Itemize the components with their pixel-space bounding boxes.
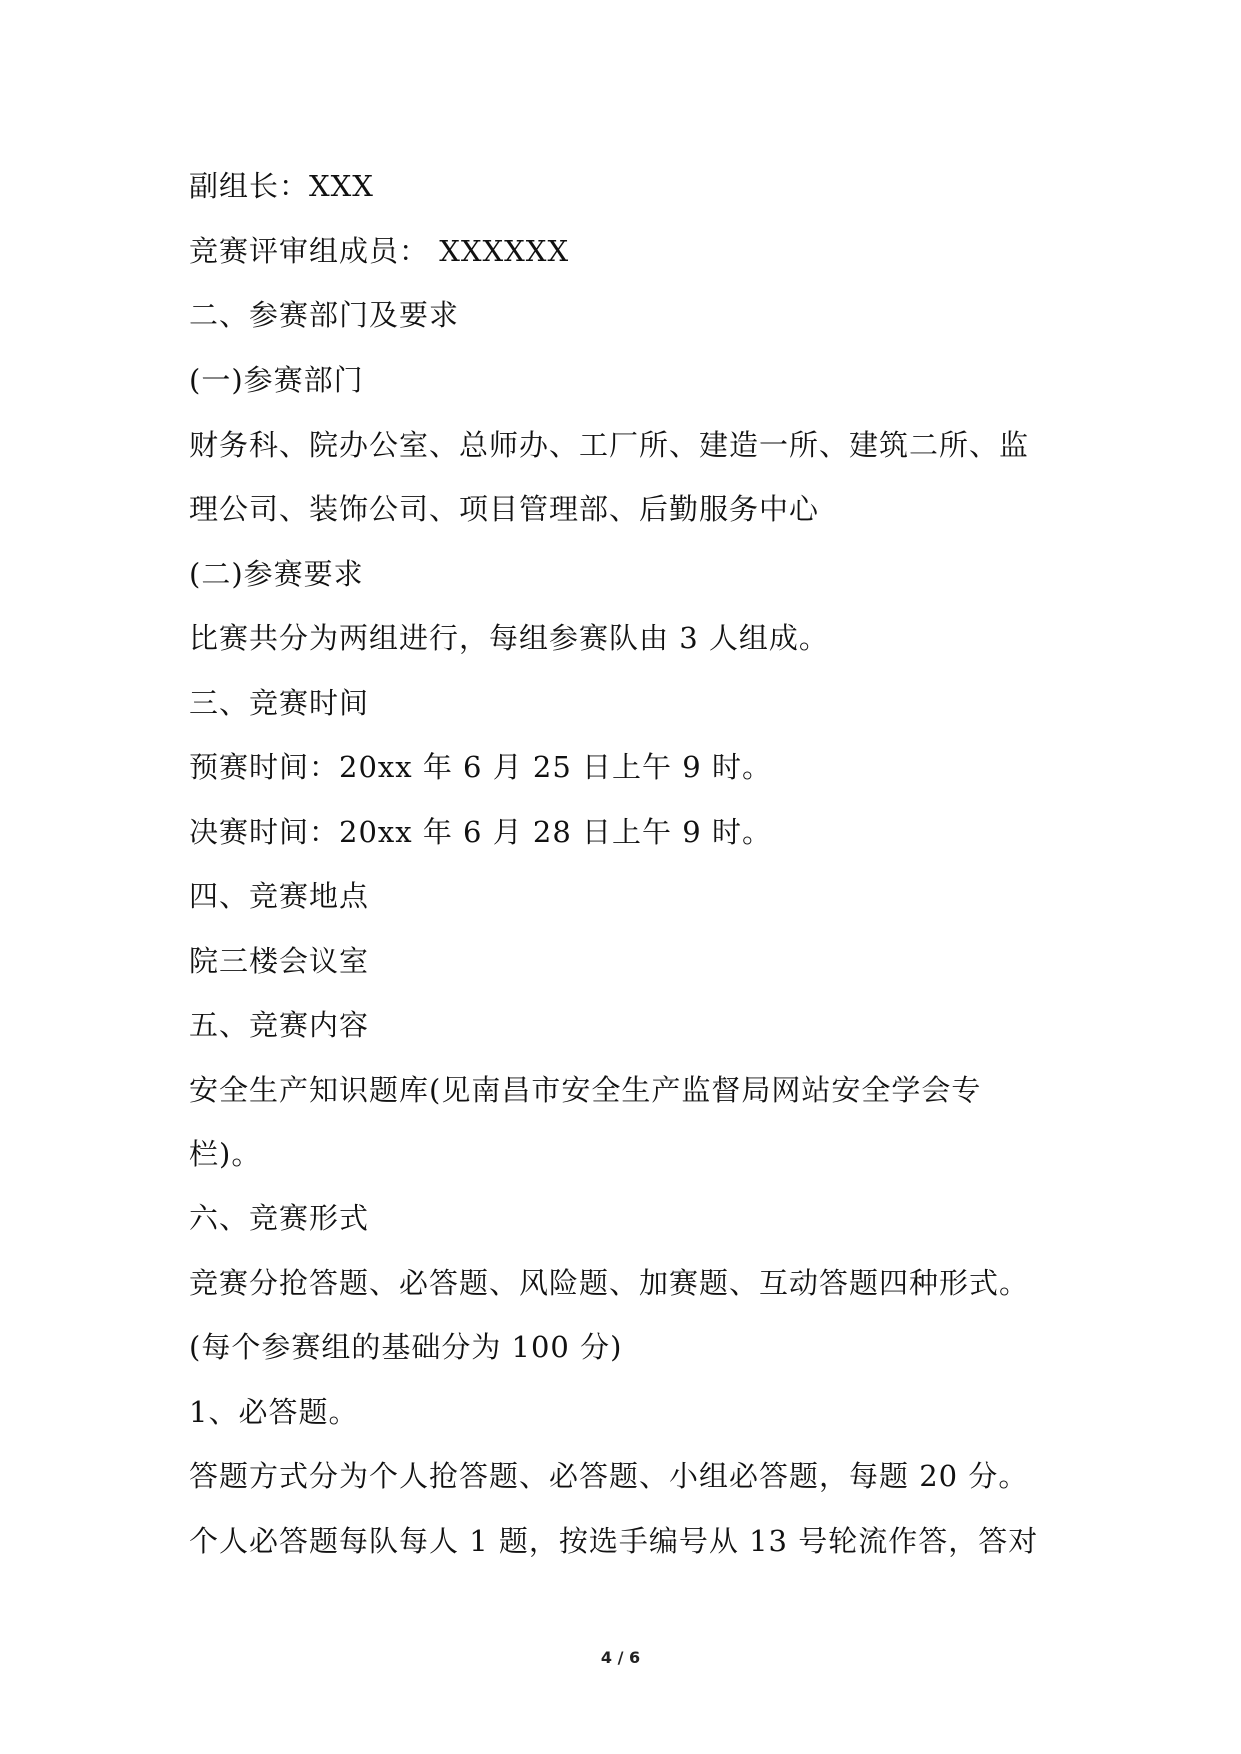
- page-number: 4 / 6: [600, 1648, 641, 1667]
- format-text-line-1: 竞赛分抢答题、必答题、风险题、加赛题、互动答题四种形式。: [189, 1266, 1030, 1300]
- format-text-line-2: (每个参赛组的基础分为 100 分): [189, 1330, 623, 1364]
- departments-text-line-1: 财务科、院办公室、总师办、工厂所、建造一所、建筑二所、监: [189, 428, 1030, 462]
- subsection-requirements-heading: (二)参赛要求: [189, 557, 364, 591]
- review-members-line: 竞赛评审组成员： XXXXXX: [189, 234, 570, 268]
- preliminary-time-text: 预赛时间：20xx 年 6 月 25 日上午 9 时。: [189, 750, 772, 784]
- section-4-heading: 四、竞赛地点: [189, 879, 370, 913]
- section-2-heading: 二、参赛部门及要求: [189, 298, 460, 332]
- required-questions-heading: 1、必答题。: [189, 1395, 359, 1429]
- answer-method-text: 答题方式分为个人抢答题、必答题、小组必答题，每题 20 分。: [189, 1459, 1029, 1493]
- section-6-heading: 六、竞赛形式: [189, 1201, 370, 1235]
- section-5-heading: 五、竞赛内容: [189, 1008, 370, 1042]
- final-time-text: 决赛时间：20xx 年 6 月 28 日上午 9 时。: [189, 815, 772, 849]
- venue-text: 院三楼会议室: [189, 944, 370, 978]
- individual-required-text: 个人必答题每队每人 1 题，按选手编号从 13 号轮流作答，答对: [189, 1524, 1039, 1558]
- subsection-departments-heading: (一)参赛部门: [189, 363, 364, 397]
- section-3-heading: 三、竞赛时间: [189, 686, 370, 720]
- content-text-line-2: 栏)。: [189, 1137, 262, 1171]
- requirements-text: 比赛共分为两组进行，每组参赛队由 3 人组成。: [189, 621, 829, 655]
- deputy-leader-line: 副组长：XXX: [189, 169, 374, 203]
- content-text-line-1: 安全生产知识题库(见南昌市安全生产监督局网站安全学会专: [189, 1073, 982, 1107]
- departments-text-line-2: 理公司、装饰公司、项目管理部、后勤服务中心: [189, 492, 820, 526]
